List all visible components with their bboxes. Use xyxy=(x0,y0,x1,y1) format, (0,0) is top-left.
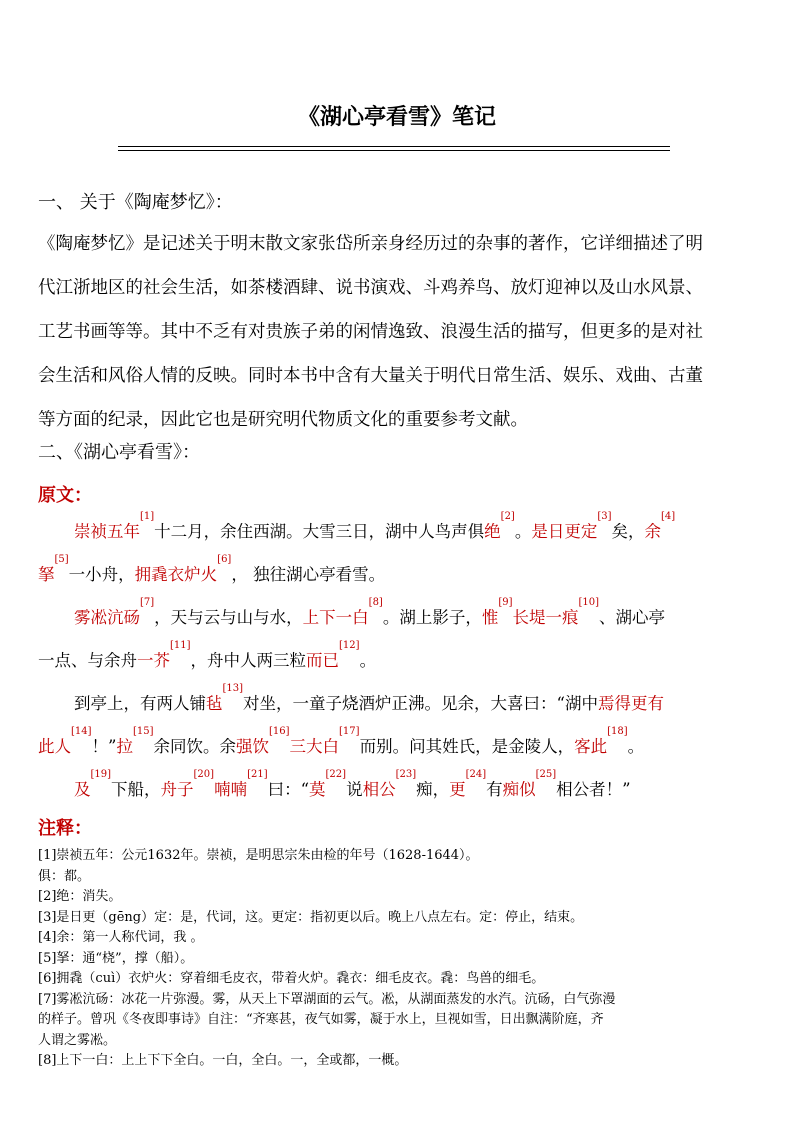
text: 。 xyxy=(359,651,377,670)
highlight: 崇祯五年 xyxy=(74,522,140,541)
text: 十二月，余住西湖。大雪三日，湖中人鸟声俱 xyxy=(154,522,485,541)
highlight: 余 xyxy=(644,522,662,541)
original-line-2 xyxy=(38,553,760,596)
note-item: [7]雾凇沆砀：冰花一片弥漫。雾，从天上下罩湖面的云气。凇，从湖面蒸发的水汽。沆砀，白气弥漫 xyxy=(38,991,616,1007)
title-rule-bottom xyxy=(118,150,670,151)
highlight: 拏 xyxy=(38,565,55,584)
text: 。 xyxy=(514,522,532,541)
footnote-ref[interactable]: [22] xyxy=(325,769,347,780)
highlight: 相公 xyxy=(362,780,396,799)
footnote-ref[interactable]: [3] xyxy=(597,511,612,522)
highlight: 更 xyxy=(449,780,466,799)
note-item: [1]崇祯五年：公元1632年。崇祯，是明思宗朱由检的年号（1628-1644）。 xyxy=(38,848,479,863)
highlight: 毡 xyxy=(206,694,223,713)
highlight: 惟 xyxy=(481,608,499,627)
highlight: 绝 xyxy=(484,522,501,541)
text: 一小舟， xyxy=(68,565,135,584)
note-item: [6]拥毳（cuì）衣炉火：穿着细毛皮衣，带着火炉。毳衣：细毛皮衣。毳：鸟兽的细毛。 xyxy=(38,971,545,986)
text: 曰：“ xyxy=(267,780,310,799)
note-item: [3]是日更（gēng）定：是，代词，这。更定：指初更以后。晚上八点左右。定：停止，结束。 xyxy=(38,909,584,925)
footnote-ref[interactable]: [24] xyxy=(465,769,487,780)
highlight: 客此 xyxy=(574,737,608,756)
highlight: 喃喃 xyxy=(214,780,248,799)
text: 矣， xyxy=(611,522,645,541)
note-item: [8]上下一白：上上下下全白。一白，全白。一，全或都，一概。 xyxy=(38,1053,408,1068)
section-2-heading: 二、《湖心亭看雪》： xyxy=(38,442,200,463)
document-title: 《湖心亭看雪》笔记 xyxy=(297,104,496,130)
footnote-ref[interactable]: [19] xyxy=(90,769,112,780)
text: 痴， xyxy=(416,780,450,799)
footnote-ref[interactable]: [12] xyxy=(339,640,360,651)
highlight: 拉 xyxy=(116,737,133,756)
footnote-ref[interactable]: [4] xyxy=(661,511,676,522)
original-line-6 xyxy=(38,725,760,768)
highlight: 上下一白 xyxy=(302,608,369,627)
text: 下船， xyxy=(111,780,161,799)
footnote-ref[interactable]: [14] xyxy=(71,726,92,737)
paragraph-line: 会生活和风俗人情的反映。同时本书中含有大量关于明代日常生活、娱乐、戏曲、古董 xyxy=(38,366,703,386)
paragraph-line: 《陶庵梦忆》是记述关于明末散文家张岱所亲身经历过的杂事的著作，它详细描述了明 xyxy=(38,234,703,254)
text: ，舟中人两三粒 xyxy=(190,651,307,670)
highlight: 莫 xyxy=(309,780,326,799)
footnote-ref[interactable]: [20] xyxy=(193,769,215,780)
original-text-label: 原文： xyxy=(38,485,92,506)
footnote-ref[interactable]: [9] xyxy=(498,597,513,608)
highlight: 强饮 xyxy=(236,737,269,756)
text: ！” xyxy=(91,737,117,756)
original-line-7 xyxy=(38,768,760,811)
text: 相公者！” xyxy=(556,780,631,799)
original-line-3 xyxy=(38,596,760,639)
section-1-heading: 一、 关于《陶庵梦忆》： xyxy=(38,192,233,213)
highlight: 痴似 xyxy=(502,780,536,799)
title-rule-top xyxy=(118,146,670,147)
text: ，天与云与山与水， xyxy=(154,608,303,627)
note-item: 人谓之雾凇。 xyxy=(38,1032,117,1048)
footnote-ref[interactable]: [11] xyxy=(170,640,191,651)
text: 而别。问其姓氏，是金陵人， xyxy=(359,737,575,756)
original-line-4 xyxy=(38,639,760,682)
footnote-ref[interactable]: [23] xyxy=(395,769,417,780)
text: ， 独往湖心亭看雪。 xyxy=(231,565,386,584)
text: 一点、与余舟 xyxy=(38,651,137,670)
footnote-ref[interactable]: [16] xyxy=(269,726,290,737)
highlight: 三大白 xyxy=(289,737,340,756)
text: 有 xyxy=(486,780,503,799)
note-item: [4]余：第一人称代词，我 。 xyxy=(38,930,204,945)
highlight: 是日更定 xyxy=(531,522,598,541)
note-item: 的样子。曾巩《冬夜即事诗》自注：“齐寒甚，夜气如雾，凝于水上，旦视如雪，日出飘满阶庭，齐 xyxy=(38,1012,604,1027)
notes-label: 注释： xyxy=(38,818,92,839)
highlight: 及 xyxy=(74,780,91,799)
footnote-ref[interactable]: [7] xyxy=(140,597,155,608)
section-1-paragraph xyxy=(38,222,760,442)
highlight: 拥毳衣炉火 xyxy=(134,565,218,584)
text: 到亭上，有两人铺 xyxy=(74,694,206,713)
footnote-ref[interactable]: [10] xyxy=(578,597,600,608)
footnote-ref[interactable]: [6] xyxy=(217,554,232,565)
text: 。湖上影子， xyxy=(382,608,482,627)
footnote-ref[interactable]: [25] xyxy=(535,769,557,780)
highlight: 焉得更有 xyxy=(597,694,664,713)
paragraph-line: 代江浙地区的社会生活，如茶楼酒肆、说书演戏、斗鸡养鸟、放灯迎神以及山水风景、 xyxy=(38,278,703,298)
note-item: [2]绝：消失。 xyxy=(38,889,122,904)
highlight: 雾凇沆砀 xyxy=(74,608,140,627)
highlight: 舟子 xyxy=(160,780,194,799)
paragraph-line: 工艺书画等等。其中不乏有对贵族子弟的闲情逸致、浪漫生活的描写，但更多的是对社 xyxy=(38,322,703,342)
paragraph-line: 等方面的纪录，因此它也是研究明代物质文化的重要参考文献。 xyxy=(38,410,528,430)
footnote-ref[interactable]: [1] xyxy=(140,511,155,522)
text: 对坐，一童子烧酒炉正沸。见余，大喜曰：“湖中 xyxy=(243,694,598,713)
highlight: 一芥 xyxy=(137,651,170,670)
text: 说 xyxy=(346,780,363,799)
highlight: 长堤一痕 xyxy=(512,608,579,627)
footnote-ref[interactable]: [18] xyxy=(607,726,628,737)
footnote-ref[interactable]: [8] xyxy=(368,597,383,608)
notes-list xyxy=(38,846,760,1072)
footnote-ref[interactable]: [21] xyxy=(247,769,268,780)
text: 余同饮。余 xyxy=(153,737,236,756)
original-line-1 xyxy=(38,510,760,553)
footnote-ref[interactable]: [5] xyxy=(54,554,69,565)
highlight: 此人 xyxy=(38,737,71,756)
original-line-5 xyxy=(38,682,760,725)
footnote-ref[interactable]: [17] xyxy=(339,726,360,737)
note-item: [5]拏：通“桡”，撑（船）。 xyxy=(38,950,194,966)
note-item: 俱：都。 xyxy=(38,868,91,884)
footnote-ref[interactable]: [13] xyxy=(222,683,244,694)
text: 、湖心亭 xyxy=(599,608,666,627)
footnote-ref[interactable]: [2] xyxy=(500,511,515,522)
footnote-ref[interactable]: [15] xyxy=(132,726,154,737)
highlight: 而已 xyxy=(306,651,340,670)
original-text xyxy=(38,510,760,811)
text: 。 xyxy=(627,737,645,756)
